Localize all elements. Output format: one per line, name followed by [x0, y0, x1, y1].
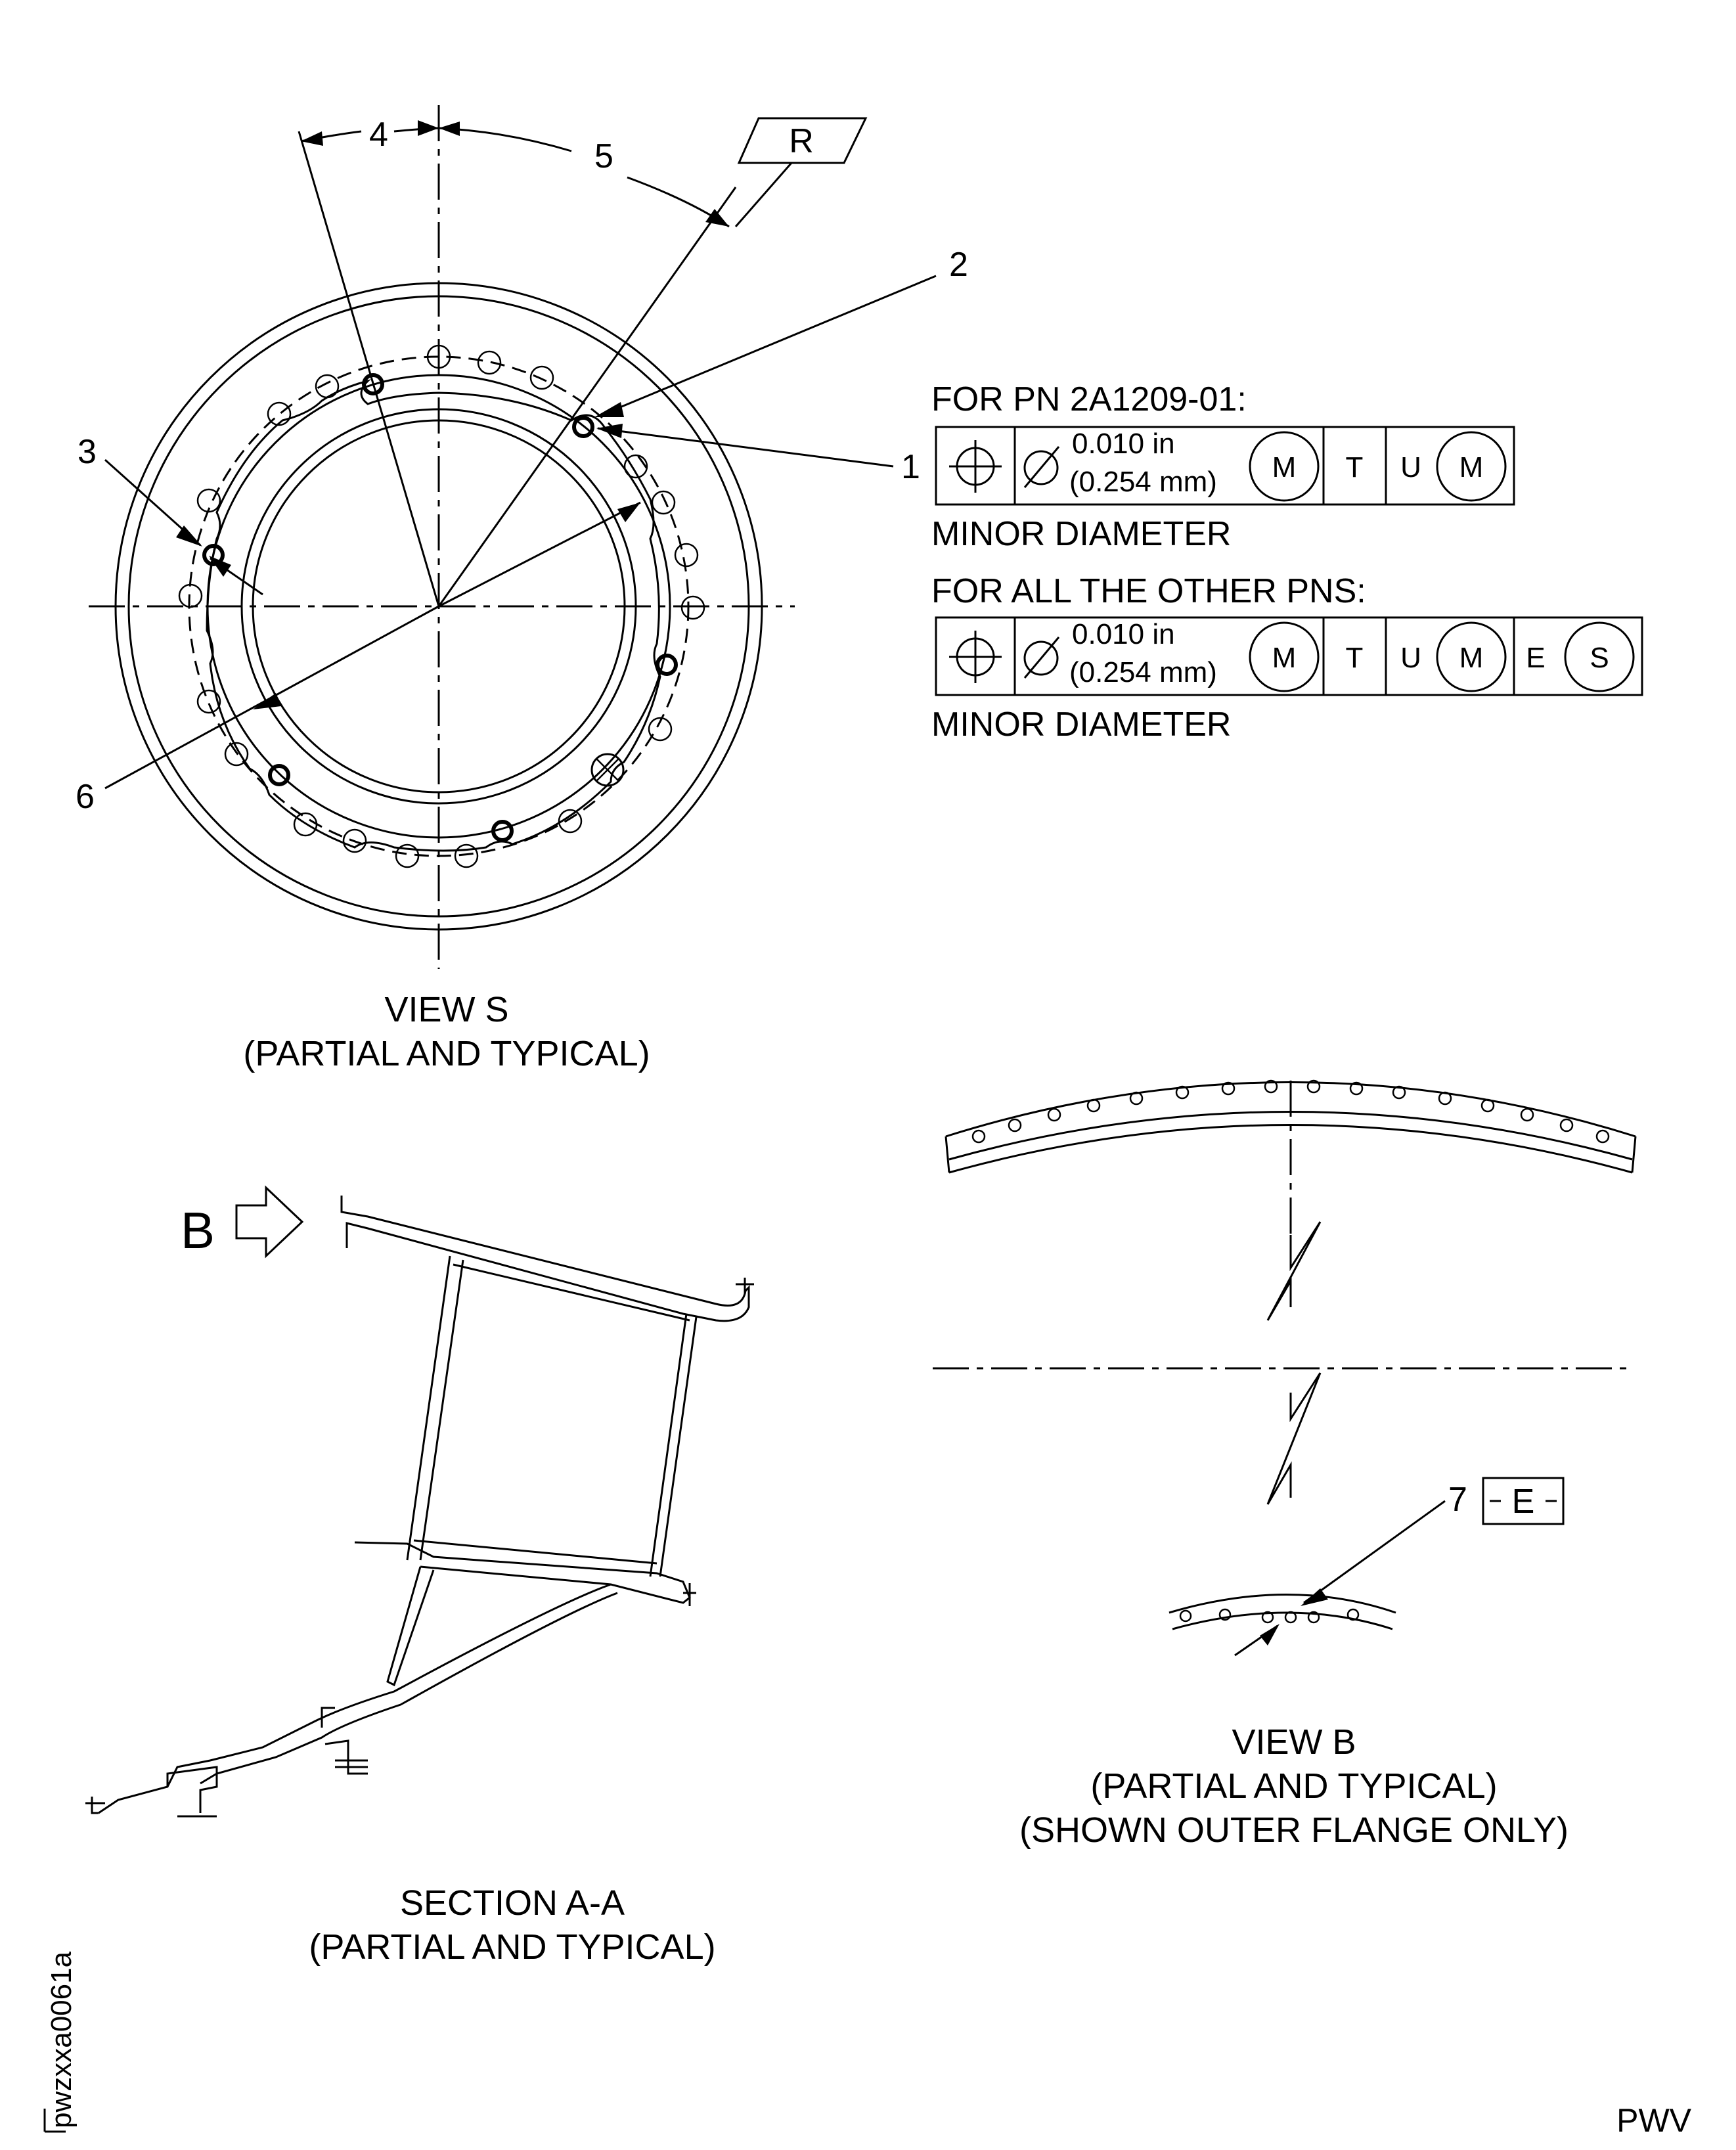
vane-trailing	[650, 1314, 696, 1577]
position-symbol	[949, 440, 1002, 493]
leader-7	[1304, 1501, 1445, 1603]
svg-text:M: M	[1459, 451, 1484, 483]
section-aa-subcaption: (PARTIAL AND TYPICAL)	[309, 1927, 716, 1967]
view-s	[76, 105, 968, 1073]
datum-r-leader	[736, 163, 791, 227]
callout-6: 6	[76, 778, 95, 816]
lower-rail	[167, 1767, 217, 1816]
figure-id-text: pwzxxa0061a	[45, 1951, 78, 2128]
diameter-symbol	[1025, 637, 1059, 678]
fcf-2-footer: MINOR DIAMETER	[931, 705, 1232, 744]
fcf-1-tol-in: 0.010 in	[1072, 428, 1175, 460]
corner-code: PWV	[1616, 2102, 1691, 2139]
figure-id	[45, 1951, 78, 2132]
datum-u: U	[1400, 451, 1421, 483]
fcf-1-tol-mm: (0.254 mm)	[1069, 466, 1217, 498]
angle-line-4	[299, 131, 439, 606]
section-aa	[85, 1188, 754, 1967]
datum-t: T	[1345, 451, 1364, 483]
svg-text:S: S	[1590, 642, 1609, 674]
view-s-subcaption: (PARTIAL AND TYPICAL)	[243, 1034, 650, 1073]
radius-line	[439, 503, 640, 606]
inner-strut	[388, 1567, 434, 1685]
callout-4: 4	[369, 116, 388, 154]
lower-body-bottom	[200, 1593, 617, 1783]
callout-5: 5	[594, 137, 613, 175]
view-b-arrow-label: B	[181, 1201, 215, 1259]
small-flange-outer	[1169, 1595, 1396, 1613]
view-b-caption: VIEW B	[1232, 1722, 1356, 1762]
view-b	[933, 1081, 1636, 1850]
section-aa-caption: SECTION A-A	[399, 1883, 625, 1923]
datum-e-label: E	[1511, 1483, 1535, 1521]
fcf-2-tol-in: 0.010 in	[1072, 618, 1175, 650]
leader-2	[604, 276, 936, 414]
break-line-bottom	[1268, 1373, 1320, 1504]
svg-text:M: M	[1272, 642, 1297, 674]
radius-arrow	[617, 503, 640, 522]
datum-t: T	[1345, 642, 1364, 674]
datum-r-label: R	[789, 122, 814, 160]
fcf-1-footer: MINOR DIAMETER	[931, 515, 1232, 553]
view-b-subcaption: (PARTIAL AND TYPICAL)	[1090, 1766, 1498, 1806]
callout-2: 2	[949, 246, 968, 284]
break-line-top	[1268, 1222, 1320, 1320]
view-s-caption: VIEW S	[384, 990, 509, 1029]
fcf-2	[931, 572, 1642, 744]
fcf-2-tol-mm: (0.254 mm)	[1069, 656, 1217, 688]
svg-text:M: M	[1459, 642, 1484, 674]
callout-7: 7	[1448, 1481, 1467, 1519]
position-symbol	[949, 631, 1002, 683]
lower-flange	[322, 1708, 368, 1774]
datum-u: U	[1400, 642, 1421, 674]
view-b-note: (SHOWN OUTER FLANGE ONLY)	[1019, 1810, 1569, 1850]
view-b-arrow	[236, 1188, 302, 1256]
small-flange-inner	[1172, 1613, 1392, 1629]
fcf-1-heading: FOR PN 2A1209-01:	[931, 380, 1247, 418]
datum-e: E	[1526, 642, 1546, 674]
lower-body-top	[99, 1584, 611, 1813]
fcf-1-frame	[936, 427, 1514, 504]
fcf-2-heading: FOR ALL THE OTHER PNS:	[931, 572, 1366, 610]
callout-1: 1	[901, 448, 920, 486]
diameter-symbol	[1025, 447, 1059, 487]
fcf-1	[931, 380, 1514, 553]
callout-3: 3	[78, 433, 97, 471]
svg-text:M: M	[1272, 451, 1297, 483]
outer-flange	[342, 1196, 749, 1321]
vane-leading	[407, 1256, 463, 1560]
